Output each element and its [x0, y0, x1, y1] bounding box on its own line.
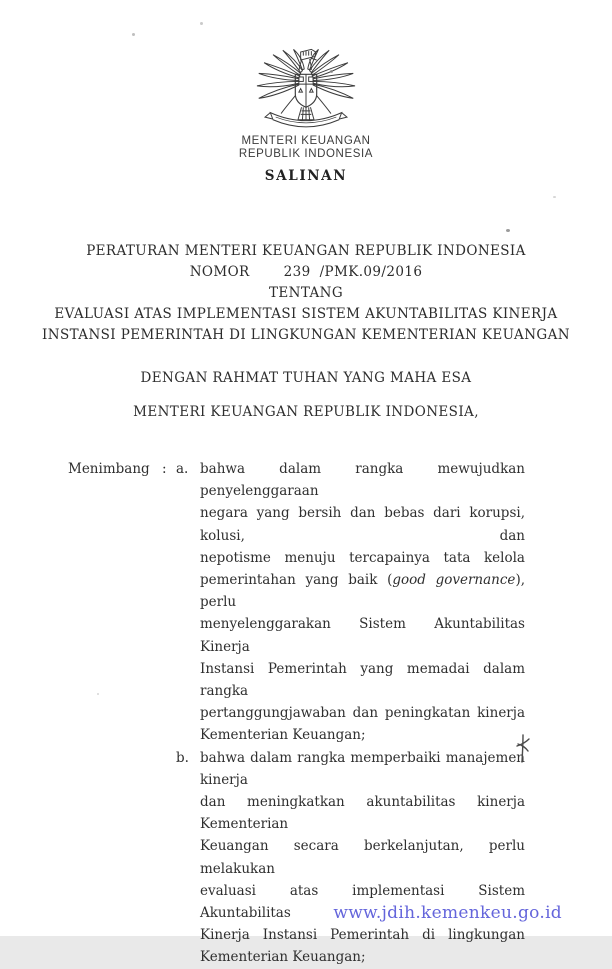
consideration-item [176, 747, 525, 969]
body-line: Kinerja Instansi Pemerintah di lingkungan [200, 927, 525, 944]
authority-line: MENTERI KEUANGAN REPUBLIK INDONESIA, [133, 404, 479, 420]
scan-speck [200, 22, 203, 25]
regulation-number-line [0, 262, 612, 283]
scan-speck [132, 33, 135, 36]
regulation-title-line1: PERATURAN MENTERI KEUANGAN REPUBLIK INDONESIA [86, 243, 526, 259]
item-lines [200, 458, 525, 747]
body-line: Instansi Pemerintah yang memadai dalam rangka [200, 660, 525, 700]
body-line: bahwa dalam rangka mewujudkan penyelenggaraan [200, 461, 525, 500]
considering-items [176, 458, 525, 969]
body-line: evaluasi atas implementasi Sistem Akuntabilitas [200, 882, 525, 922]
scan-speck [553, 196, 556, 198]
nomor-label: NOMOR [189, 264, 250, 280]
garuda-pancasila-emblem-icon [252, 44, 360, 126]
considering-label: Menimbang [68, 461, 150, 477]
scan-speck [506, 229, 510, 232]
tentang-label: TENTANG [268, 285, 344, 301]
item-lines [200, 747, 525, 969]
body-line: Kementerian Keuangan; [200, 727, 366, 744]
subject-line1: EVALUASI ATAS IMPLEMENTASI SISTEM AKUNTABILITAS KINERJA [54, 306, 558, 322]
nomor-number: 239 [283, 264, 311, 280]
letterhead [0, 0, 612, 184]
item-marker: b. [176, 749, 189, 766]
body-line: nepotisme menuju tercapainya tata kelola [200, 549, 525, 566]
consideration-item [176, 458, 525, 747]
body-line: dan meningkatkan akuntabilitas kinerja Kementerian [200, 794, 525, 833]
body-line: Kementerian Keuangan; [200, 949, 366, 966]
body-line: Keuangan secara berkelanjutan, perlu melakukan [200, 838, 525, 877]
item-marker: a. [176, 461, 189, 477]
considering-section [0, 458, 612, 969]
body-line: menyelenggarakan Sistem Akuntabilitas Kinerja [200, 616, 525, 655]
handwritten-paraf-icon [514, 733, 532, 765]
considering-colon: : [162, 461, 167, 477]
body-line: pemerintahan yang baik (good governance), perlu [200, 572, 525, 611]
copy-label: SALINAN [264, 168, 348, 184]
regulation-title-block [0, 241, 612, 346]
scan-speck [330, 70, 333, 73]
body-line: negara yang bersih dan bebas dari korupsi, kolusi, dan [200, 505, 525, 544]
body-line: pertanggungjawaban dan peningkatan kinerja [200, 705, 525, 722]
ministry-name-line1: MENTERI KEUANGAN [241, 135, 371, 147]
invocation-line: DENGAN RAHMAT TUHAN YANG MAHA ESA [140, 370, 472, 386]
nomor-suffix: /PMK.09/2016 [319, 264, 423, 280]
subject-line2: INSTANSI PEMERINTAH DI LINGKUNGAN KEMENTERIAN KEUANGAN [42, 327, 570, 343]
ministry-name-line2: REPUBLIK INDONESIA [238, 148, 374, 160]
jdih-link[interactable]: www.jdih.kemenkeu.go.id [333, 903, 562, 923]
body-line: bahwa dalam rangka memperbaiki manajemen kinerja [200, 749, 525, 788]
scan-speck [97, 693, 99, 695]
